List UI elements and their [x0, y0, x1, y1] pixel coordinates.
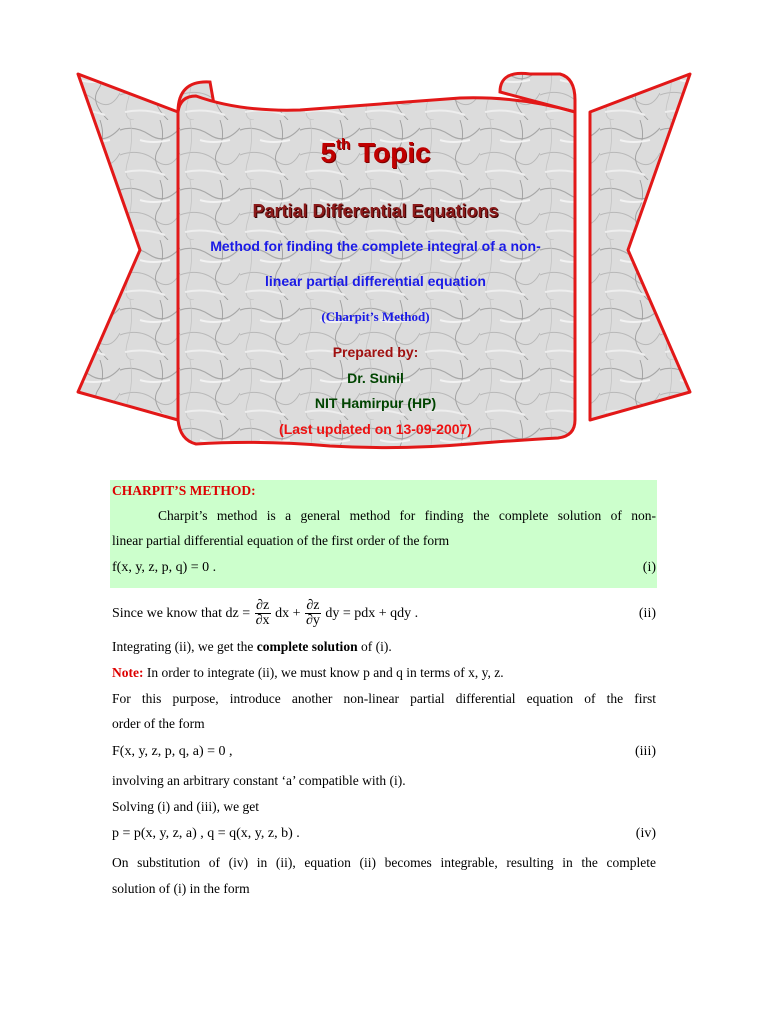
- equation-number: (iii): [635, 744, 656, 759]
- paragraph-line: solution of (i) in the form: [112, 881, 250, 896]
- note-label: Note:: [112, 665, 144, 680]
- method-description-line-2: linear partial differential equation: [265, 273, 486, 289]
- prepared-by-label: Prepared by:: [332, 344, 419, 360]
- text-run: of (i).: [360, 639, 392, 654]
- fraction-dz-dy: [305, 599, 321, 628]
- paragraph-line: For this purpose, introduce another non-linear partial differential equation of the first: [112, 691, 656, 706]
- fraction-dz-dx: [255, 599, 271, 628]
- paragraph-line: On substitution of (iv) in (ii), equation (ii) becomes integrable, resulting in the complete: [112, 855, 656, 870]
- last-updated-date: (Last updated on 13-09-2007): [279, 421, 472, 437]
- topic-word: Topic: [357, 137, 431, 168]
- fraction-denominator: ∂x: [255, 613, 270, 629]
- equation-prefix: Since we know that: [112, 606, 223, 621]
- author-name: Dr. Sunil: [347, 370, 404, 386]
- topic-number-suffix: th: [336, 136, 351, 153]
- topic-number: 5: [320, 137, 337, 168]
- paragraph-line: Charpit’s method is a general method for finding the complete solution of non-: [158, 508, 656, 523]
- equation-ii: [112, 596, 656, 632]
- paragraph-line: linear partial differential equation of the first order of the form: [112, 533, 450, 548]
- equation-number: (ii): [638, 606, 656, 621]
- equation-rhs: dy = pdx + qdy .: [325, 606, 419, 621]
- fraction-numerator: ∂z: [306, 598, 320, 614]
- method-description-line-1: Method for finding the complete integral of a non-: [210, 238, 541, 254]
- paragraph-line: Solving (i) and (iii), we get: [112, 799, 259, 814]
- equation-middle: dx +: [275, 606, 301, 621]
- fraction-denominator: ∂y: [305, 613, 320, 629]
- equation-number: (iv): [635, 826, 656, 841]
- equation-iv: [112, 825, 656, 843]
- method-name: (Charpit’s Method): [321, 309, 430, 324]
- equation-iii: [112, 743, 656, 761]
- equation-text: f(x, y, z, p, q) = 0 .: [112, 560, 217, 575]
- fraction-numerator: ∂z: [256, 598, 270, 614]
- note-line: [112, 664, 656, 682]
- bold-term: complete solution: [256, 639, 358, 654]
- subject-title: Partial Differential Equations: [252, 201, 499, 221]
- equation-number: (i): [642, 560, 656, 575]
- paragraph-line: involving an arbitrary constant ‘a’ compatible with (i).: [112, 773, 406, 788]
- equation-lhs: dz =: [225, 606, 251, 621]
- equation-text: p = p(x, y, z, a) , q = q(x, y, z, b) .: [112, 826, 300, 841]
- paragraph-line: [112, 638, 656, 656]
- note-text: In order to integrate (ii), we must know p and q in terms of x, y, z.: [146, 665, 504, 680]
- equation-i: [112, 559, 656, 577]
- equation-text: F(x, y, z, p, q, a) = 0 ,: [112, 744, 233, 759]
- text-run: Integrating (ii), we get the: [112, 639, 254, 654]
- institute-name: NIT Hamirpur (HP): [314, 395, 437, 411]
- paragraph-line: order of the form: [112, 716, 205, 731]
- section-heading: CHARPIT’S METHOD:: [112, 483, 256, 498]
- topic-title: [178, 136, 573, 169]
